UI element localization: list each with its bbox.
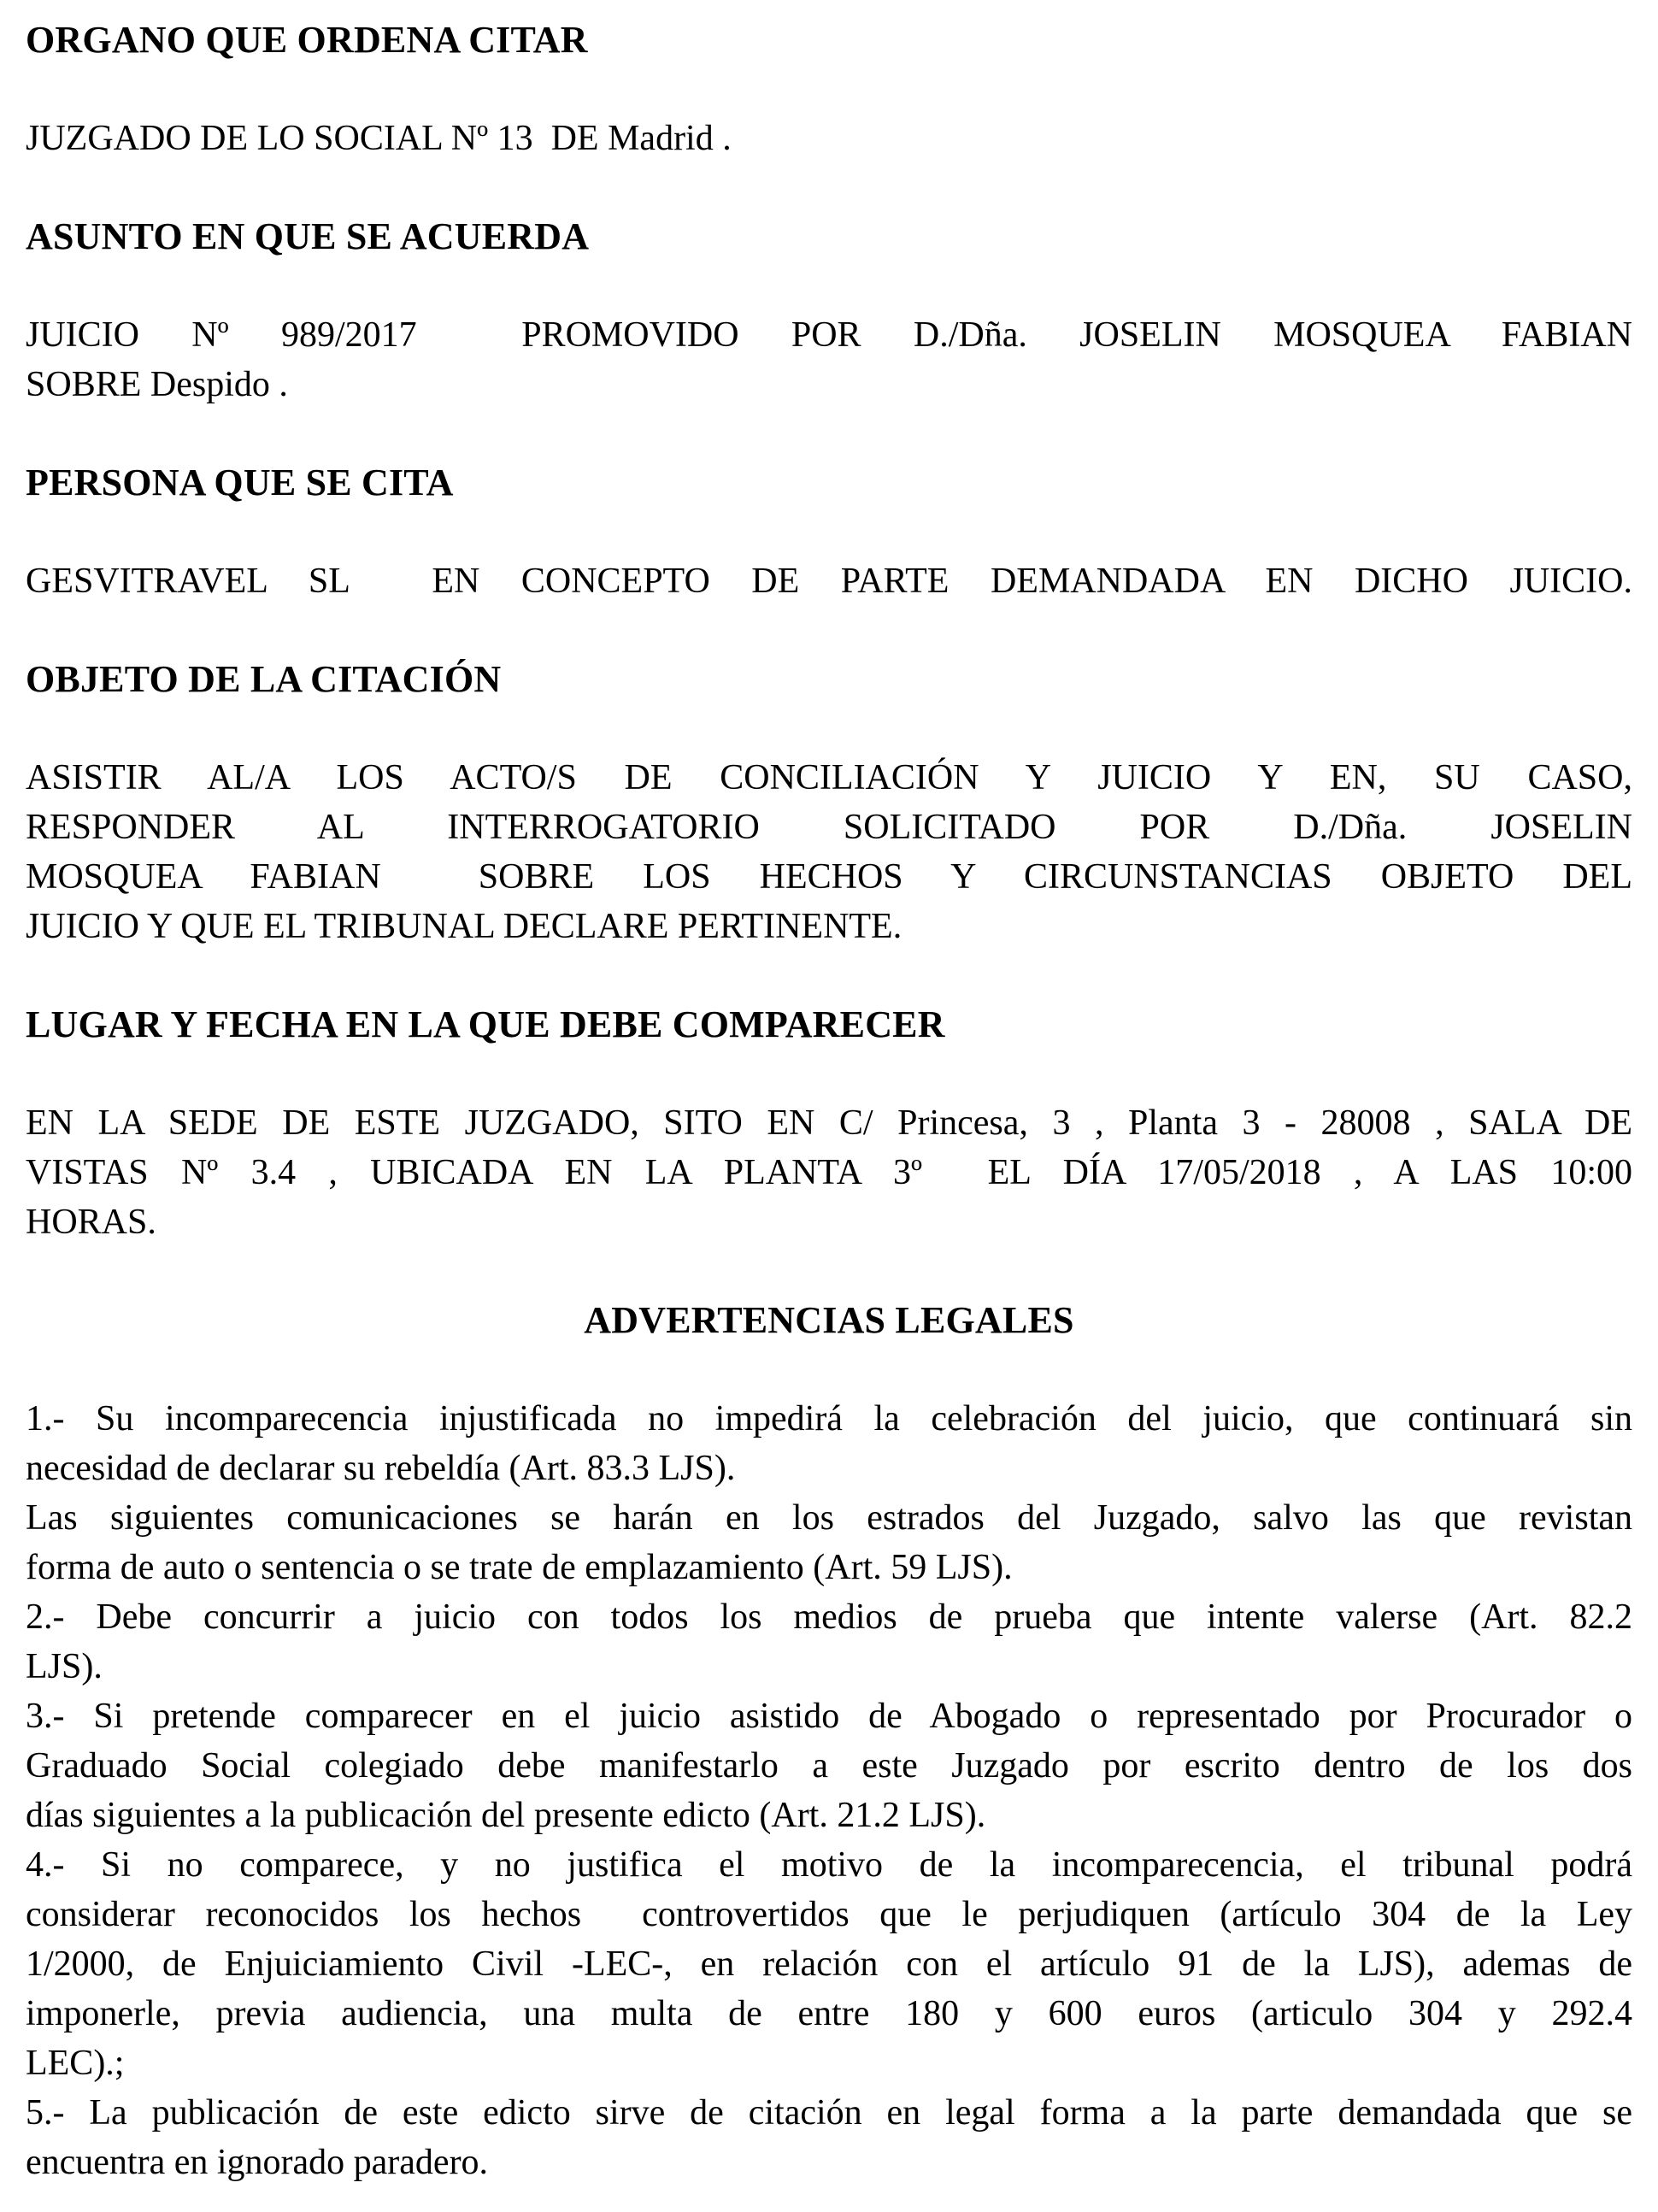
paragraph-sede <box>26 1098 1632 1247</box>
text-line-juicio-2: SOBRE Despido . <box>26 365 288 404</box>
heading-organo-que-ordena-citar: ORGANO QUE ORDENA CITAR <box>26 19 588 61</box>
text-line-juzgado: JUZGADO DE LO SOCIAL Nº 13 DE Madrid . <box>26 119 732 158</box>
heading-asunto-en-que-se-acuerda: ASUNTO EN QUE SE ACUERDA <box>26 215 590 257</box>
text-line-advertencia-4a: 4.- Si no comparece, y no justifica el motivo de la incomparecencia, el tribunal podrá <box>26 1845 1632 1885</box>
text-line-advertencia-1c: Las siguientes comunicaciones se harán en los estrados del Juzgado, salvo las que revistan <box>26 1498 1632 1538</box>
heading-persona-que-se-cita: PERSONA QUE SE CITA <box>26 462 454 503</box>
text-line-sede-2: VISTAS Nº 3.4 , UBICADA EN LA PLANTA 3º EL DÍA 17/05/2018 , A LAS 10:00 <box>26 1153 1632 1192</box>
text-line-sede-3: HORAS. <box>26 1203 156 1242</box>
paragraph-persona-citada <box>26 556 1632 606</box>
paragraph-juicio <box>26 310 1632 409</box>
text-line-objeto-4: JUICIO Y QUE EL TRIBUNAL DECLARE PERTINENTE. <box>26 907 902 946</box>
text-line-juicio-1: JUICIO Nº 989/2017 PROMOVIDO POR D./Dña. JOSELIN MOSQUEA FABIAN <box>26 315 1632 355</box>
paragraph-objeto <box>26 753 1632 951</box>
text-line-advertencia-5b: encuentra en ignorado paradero. <box>26 2143 489 2182</box>
text-line-advertencia-4d: imponerle, previa audiencia, una multa de entre 180 y 600 euros (articulo 304 y 292.4 <box>26 1994 1632 2033</box>
text-line-advertencia-5a: 5.- La publicación de este edicto sirve de citación en legal forma a la parte demandada que se <box>26 2093 1632 2133</box>
heading-lugar-y-fecha: LUGAR Y FECHA EN LA QUE DEBE COMPARECER <box>26 1003 945 1045</box>
text-line-advertencia-1d: forma de auto o sentencia o se trate de emplazamiento (Art. 59 LJS). <box>26 1548 1013 1587</box>
text-line-objeto-2: RESPONDER AL INTERROGATORIO SOLICITADO POR D./Dña. JOSELIN <box>26 808 1632 847</box>
paragraph-juzgado <box>26 114 1632 163</box>
text-line-objeto-3: MOSQUEA FABIAN SOBRE LOS HECHOS Y CIRCUNSTANCIAS OBJETO DEL <box>26 857 1632 897</box>
text-line-advertencia-1b: necesidad de declarar su rebeldía (Art. 83.3 LJS). <box>26 1449 736 1488</box>
text-line-advertencia-3c: días siguientes a la publicación del presente edicto (Art. 21.2 LJS). <box>26 1796 986 1835</box>
heading-advertencias-legales: ADVERTENCIAS LEGALES <box>584 1299 1074 1341</box>
heading-objeto-de-la-citacion: OBJETO DE LA CITACIÓN <box>26 658 502 700</box>
text-line-advertencia-2a: 2.- Debe concurrir a juicio con todos los medios de prueba que intente valerse (Art. 82.2 <box>26 1597 1632 1637</box>
text-line-advertencia-4c: 1/2000, de Enjuiciamiento Civil -LEC-, en relación con el artículo 91 de la LJS), ademas de <box>26 1944 1632 1984</box>
text-line-advertencia-1a: 1.- Su incomparecencia injustificada no impedirá la celebración del juicio, que continuará sin <box>26 1399 1632 1438</box>
paragraph-advertencias <box>26 1394 1632 2187</box>
text-line-advertencia-3b: Graduado Social colegiado debe manifestarlo a este Juzgado por escrito dentro de los dos <box>26 1746 1632 1785</box>
text-line-advertencia-3a: 3.- Si pretende comparecer en el juicio asistido de Abogado o representado por Procurador o <box>26 1697 1632 1736</box>
text-line-advertencia-2b: LJS). <box>26 1647 103 1686</box>
text-line-persona-citada: GESVITRAVEL SL EN CONCEPTO DE PARTE DEMANDADA EN DICHO JUICIO. <box>26 562 1632 601</box>
text-line-advertencia-4b: considerar reconocidos los hechos controvertidos que le perjudiquen (artículo 304 de la Ley <box>26 1895 1632 1934</box>
text-line-objeto-1: ASISTIR AL/A LOS ACTO/S DE CONCILIACIÓN Y JUICIO Y EN, SU CASO, <box>26 758 1632 797</box>
text-line-advertencia-4e: LEC).; <box>26 2044 125 2083</box>
text-line-sede-1: EN LA SEDE DE ESTE JUZGADO, SITO EN C/ Princesa, 3 , Planta 3 - 28008 , SALA DE <box>26 1103 1632 1143</box>
